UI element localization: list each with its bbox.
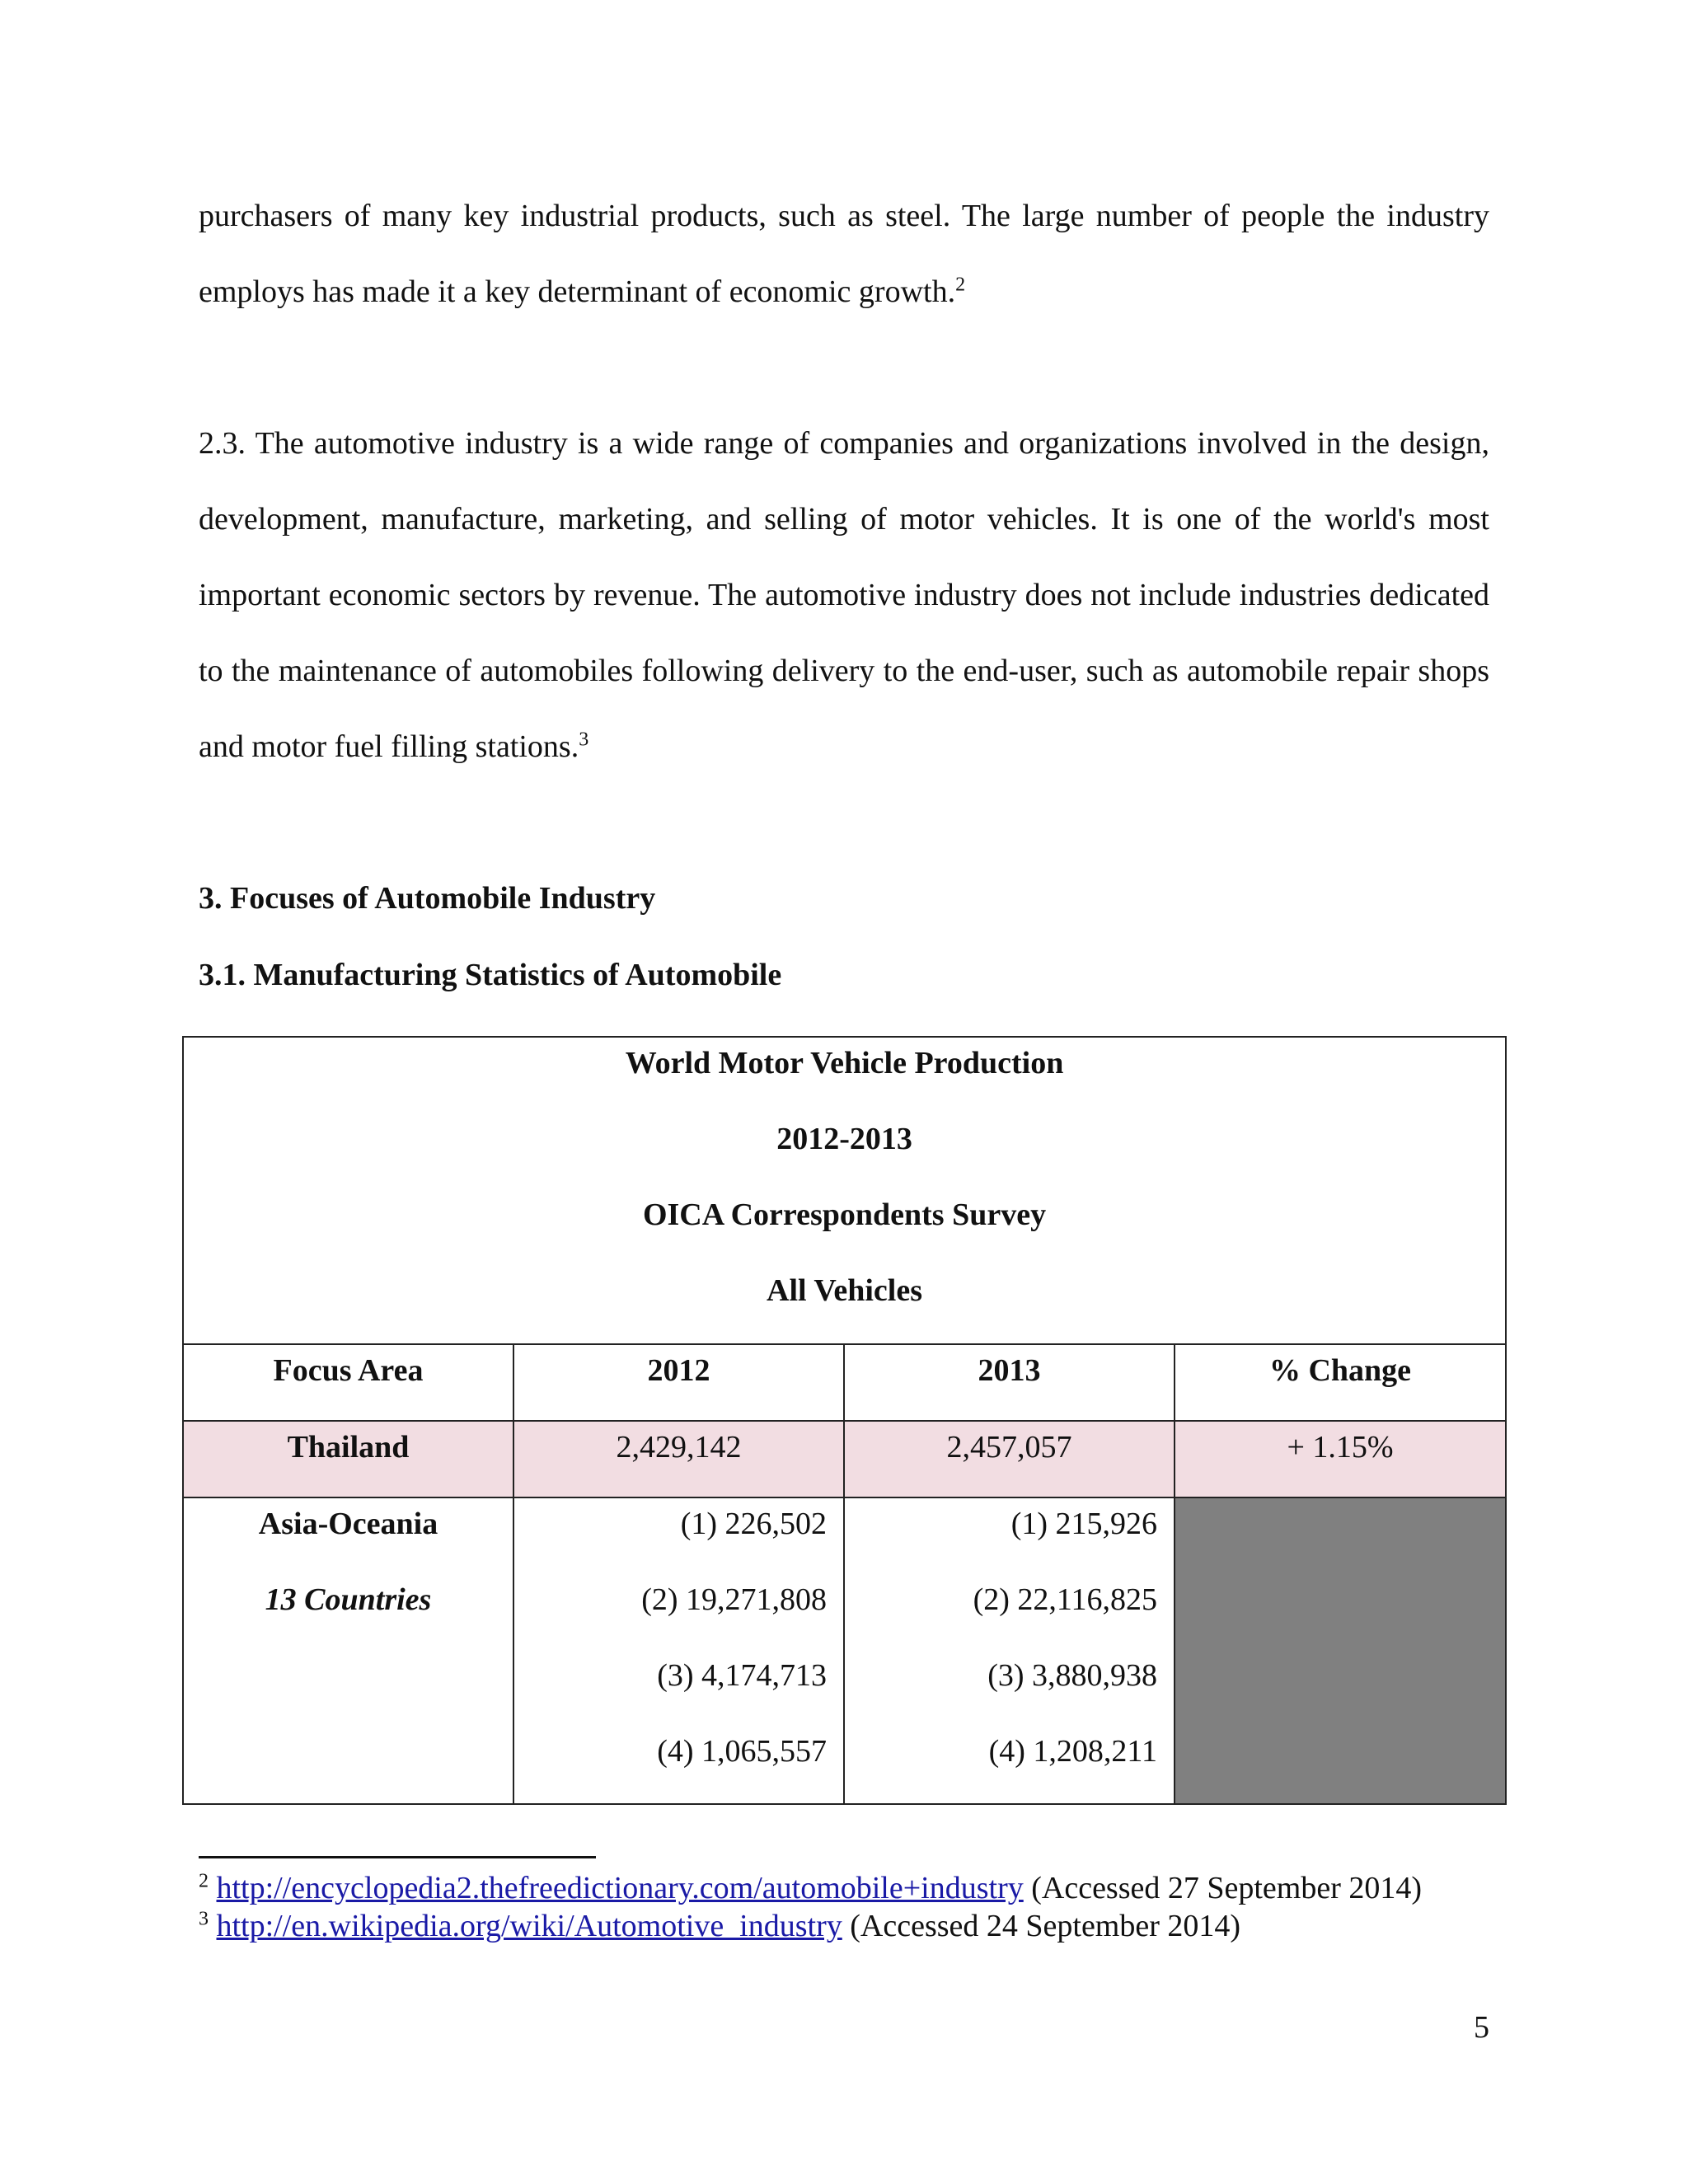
asia-2013-value: (3) 3,880,938 [987,1658,1157,1693]
table-title: World Motor Vehicle Production [625,1046,1064,1080]
header-percent-change: % Change [1175,1344,1506,1421]
header-2013: 2013 [844,1344,1175,1421]
footnote-2-link[interactable]: http://encyclopedia2.thefreedictionary.com/automobile+industry [216,1871,1024,1905]
footnote-number: 3 [199,1908,209,1930]
asia-2013-value: (1) 215,926 [1010,1507,1157,1541]
table-years: 2012-2013 [776,1122,912,1156]
asia-countries-label: 13 Countries [265,1582,432,1617]
header-2012: 2012 [513,1344,844,1421]
footnote-3-accessed: (Accessed 24 September 2014) [842,1909,1241,1943]
asia-2013-value: (2) 22,116,825 [973,1582,1157,1617]
cell-asia-change-shaded [1175,1497,1506,1804]
asia-2012-value: (2) 19,271,808 [641,1582,827,1617]
footnote-3-link[interactable]: http://en.wikipedia.org/wiki/Automotive_industry [216,1909,842,1943]
asia-2012-value: (1) 226,502 [680,1507,827,1541]
cell-asia-area [183,1497,513,1804]
footnotes [199,1869,1489,1945]
cell-thailand-2012: 2,429,142 [513,1421,844,1497]
footnote-3 [199,1907,1489,1945]
footnote-ref-3[interactable]: 3 [579,729,589,751]
footnote-2-accessed: (Accessed 27 September 2014) [1023,1871,1423,1905]
cell-thailand-area: Thailand [183,1421,513,1497]
production-table [182,1036,1507,1805]
asia-2012-value: (4) 1,065,557 [657,1734,827,1769]
table-row-asia-oceania [183,1497,1506,1804]
table-scope: All Vehicles [767,1273,922,1308]
table-title-cell [183,1037,1506,1344]
production-table-wrapper [182,1036,1505,1805]
page-number: 5 [1474,2010,1489,2045]
section-heading: 3. Focuses of Automobile Industry [199,881,656,916]
asia-area-label: Asia-Oceania [258,1507,438,1541]
paragraph-text: purchasers of many key industrial products, such as steel. The large number of people the industry employs has made it a key determinant of economic growth. [199,199,1489,309]
asia-2012-value: (3) 4,174,713 [657,1658,827,1693]
footnote-separator [199,1856,596,1858]
cell-asia-2013 [844,1497,1175,1804]
footnote-ref-2[interactable]: 2 [955,274,966,296]
cell-thailand-change: + 1.15% [1175,1421,1506,1497]
footnote-number: 2 [199,1870,209,1892]
header-focus-area: Focus Area [183,1344,513,1421]
paragraph-economic-growth [199,178,1489,330]
table-survey: OICA Correspondents Survey [642,1197,1047,1232]
footnote-2 [199,1869,1489,1907]
paragraph-automotive-industry [199,405,1489,785]
table-row-thailand [183,1421,1506,1497]
paragraph-text: 2.3. The automotive industry is a wide range of companies and organizations involved in the design, development, manufacture, marketing, and selling of motor vehicles. It is one of the world's most important economic sectors by revenue. The automotive industry does not include industries dedicated to the maintenance of automobiles following delivery to the end-user, such as automobile repair shops and motor fuel filling stations. [199,426,1489,764]
asia-2013-value: (4) 1,208,211 [988,1734,1157,1769]
table-header-row [183,1344,1506,1421]
cell-asia-2012 [513,1497,844,1804]
cell-thailand-2013: 2,457,057 [844,1421,1175,1497]
subsection-heading: 3.1. Manufacturing Statistics of Automobile [199,958,782,992]
